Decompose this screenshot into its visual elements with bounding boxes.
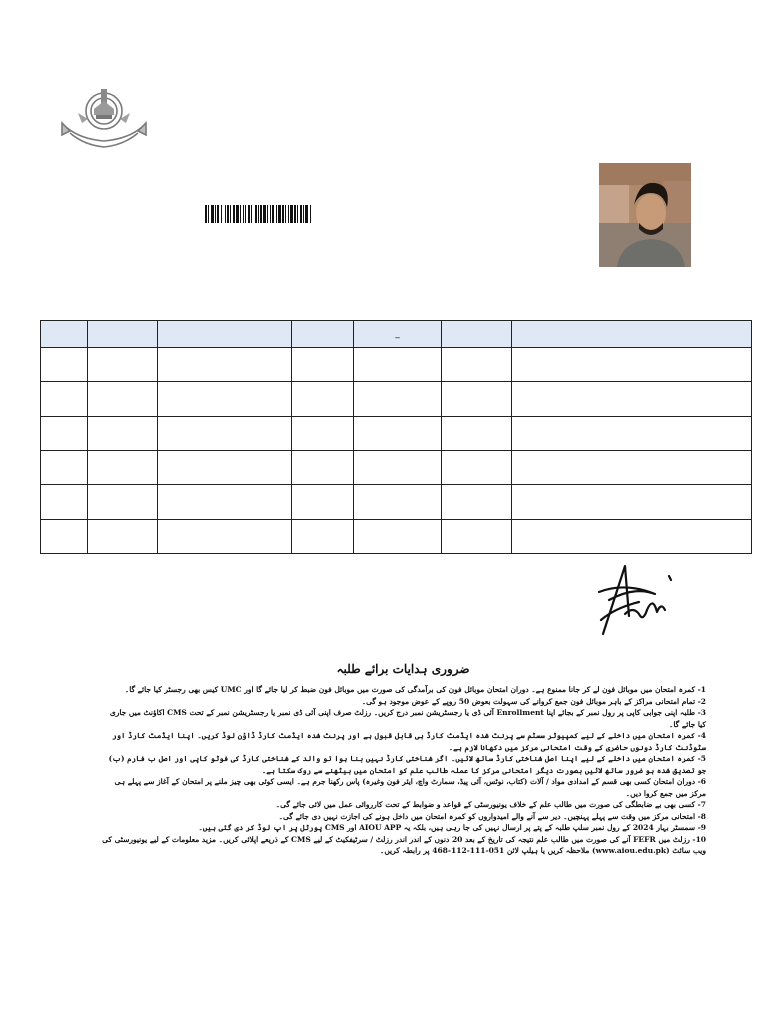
instruction-item: 8- امتحانی مرکز میں وقت سے پہلے پہنچیں۔ دیر سے آنے والے امیدواروں کو کمرہ امتحان میں داخل ہونے کی اجازت نہیں دی جائے گی۔ — [278, 811, 706, 821]
table-cell — [442, 485, 512, 519]
table-header-cell — [512, 321, 752, 348]
table-cell — [442, 348, 512, 382]
table-cell — [354, 450, 442, 484]
instruction-item: 10- رزلٹ میں FEFR آنے کی صورت میں طالب علم نتیجہ کی تاریخ کے بعد 20 دنوں کے اندر اندر رزلٹ / سرٹیفکیٹ کے لیے CMS کے ذریعے اپلائی کریں۔ مزید معلومات کے لیے یونیورسٹی کی ویب سائٹ (www.aiou.edu.pk) ملاحظہ کریں یا ہیلپ لائن 051-111-112-468 پر رابطہ کریں۔ — [102, 834, 706, 855]
table-header-cell: _ — [354, 321, 442, 348]
table-header-row — [41, 321, 752, 348]
table-cell — [41, 416, 88, 450]
table-cell — [88, 382, 158, 416]
table-cell — [292, 485, 354, 519]
barcode-icon — [205, 205, 385, 223]
table-header-cell — [88, 321, 158, 348]
table-header-cell — [158, 321, 292, 348]
instruction-item: 5- کمرہ امتحان میں داخلے کے لیے اپنا اصل شناختی کارڈ ساتھ لائیں۔ اگر شناختی کارڈ نہیں بنا ہوا تو والد کے شناختی کارڈ کی فوٹو کاپی اور اصل ب فارم (ب) جو تصدیق شدہ ہو ضرور ساتھ لائیں بصورت دیگر امتحانی مرکز کا عملہ طالب علم کو امتحان میں بیٹھنے سے روک سکتا ہے۔ — [108, 754, 706, 775]
table-cell — [41, 348, 88, 382]
table-row — [41, 416, 752, 450]
table-cell — [512, 485, 752, 519]
table-row — [41, 485, 752, 519]
table-row — [41, 382, 752, 416]
table-cell — [158, 416, 292, 450]
table-cell — [512, 450, 752, 484]
table-cell — [354, 519, 442, 553]
table-cell — [292, 348, 354, 382]
table-cell — [292, 519, 354, 553]
table-header-cell — [41, 321, 88, 348]
table-header-cell — [292, 321, 354, 348]
signature-icon — [595, 556, 680, 644]
table-cell — [442, 519, 512, 553]
table-cell — [292, 450, 354, 484]
instruction-item: 4- کمرہ امتحان میں داخلے کے لیے کمپیوٹر سسٹم سے پرنٹ شدہ ایڈمٹ کارڈ ہی قابل قبول ہے اور پرنٹ شدہ ایڈمٹ کارڈ ڈاؤن لوڈ کریں۔ اپنا ایڈمٹ کارڈ اور سٹوڈنٹ کارڈ دونوں حاضری کے وقت امتحانی مرکز میں دکھانا لازم ہے۔ — [112, 731, 706, 752]
table-cell — [88, 348, 158, 382]
table-cell — [512, 348, 752, 382]
table-row — [41, 519, 752, 553]
table-cell — [158, 450, 292, 484]
table-cell — [41, 450, 88, 484]
table-cell — [88, 450, 158, 484]
table-cell — [88, 416, 158, 450]
table-cell — [292, 382, 354, 416]
table-cell — [158, 519, 292, 553]
instruction-item: 9- سمسٹر بہار 2024 کے رول نمبر سلپ طلبہ کے پتے پر ارسال نہیں کی جا رہی ہیں، بلکہ یہ AIOU APP اور CMS پورٹل پر اپ لوڈ کر دی گئی ہیں۔ — [198, 823, 706, 832]
table-cell — [41, 485, 88, 519]
exam-schedule-table — [40, 320, 752, 554]
table-cell — [41, 382, 88, 416]
table-header-cell — [442, 321, 512, 348]
table-cell — [512, 519, 752, 553]
table-cell — [88, 485, 158, 519]
instruction-item: 1- کمرہ امتحان میں موبائل فون لے کر جانا ممنوع ہے۔ دوران امتحان موبائل فون کی برآمدگی کی صورت میں موبائل فون ضبط کر لیا جائے گا اور UMC کیس بھی رجسٹر کیا جائے گا۔ — [124, 685, 706, 694]
instructions-list — [100, 684, 706, 857]
table-cell — [442, 382, 512, 416]
table-cell — [512, 416, 752, 450]
instruction-item: 6- دوران امتحان کسی بھی قسم کے امدادی مواد / آلات (کتاب، نوٹس، آئی پیڈ، سمارٹ واچ، ایئر فون وغیرہ) پاس رکھنا جرم ہے۔ ایسی کوئی بھی چیز ملنے پر امتحان کے آغاز سے پہلے ہی مرکز میں جمع کروا دیں۔ — [114, 777, 706, 798]
university-logo-icon — [58, 83, 150, 153]
table-cell — [88, 519, 158, 553]
table-cell — [292, 416, 354, 450]
table-cell — [41, 519, 88, 553]
student-instructions — [100, 662, 706, 872]
table-cell — [158, 485, 292, 519]
table-cell — [512, 382, 752, 416]
instruction-item: 2- تمام امتحانی مراکز کے باہر موبائل فون جمع کروانے کی سہولت بعوض 50 روپے کے عوض موجود ہو گی۔ — [361, 696, 706, 706]
student-photo — [599, 163, 691, 267]
table-cell — [354, 485, 442, 519]
table-cell — [158, 348, 292, 382]
instructions-heading: ضروری ہدایات برائے طلبہ — [336, 662, 470, 676]
table-row — [41, 348, 752, 382]
table-row — [41, 450, 752, 484]
table-cell — [354, 348, 442, 382]
table-cell — [442, 416, 512, 450]
table-cell — [158, 382, 292, 416]
instruction-item: 3- طلبہ اپنی جوابی کاپی پر رول نمبر کے بجائے اپنا Enrollment آئی ڈی یا رجسٹریشن نمبر درج کریں۔ رزلٹ صرف اپنی آئی ڈی نمبر یا رجسٹریشن نمبر کے تحت CMS اکاؤنٹ میں جاری کیا جائے گا۔ — [109, 708, 706, 729]
table-cell — [442, 450, 512, 484]
table-cell — [354, 416, 442, 450]
table-cell — [354, 382, 442, 416]
instruction-item: 7- کسی بھی بے ضابطگی کی صورت میں طالب علم کے خلاف یونیورسٹی کے قواعد و ضوابط کے تحت کارروائی عمل میں لائی جائے گی۔ — [275, 800, 706, 809]
